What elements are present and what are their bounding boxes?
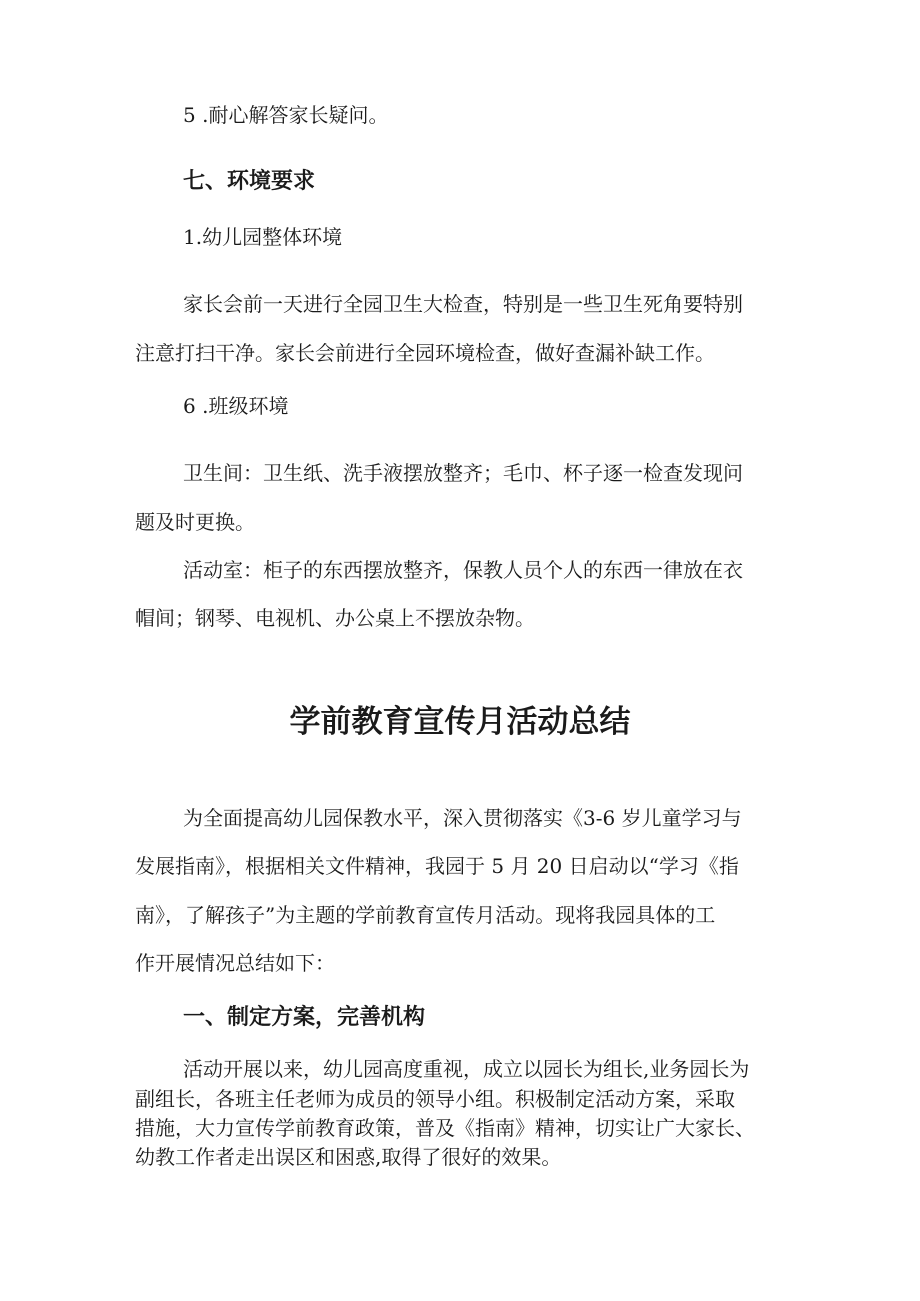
intro-line: 为全面提高幼儿园保教水平，深入贯彻落实《3-6 岁儿童学习与: [183, 806, 742, 830]
section-heading-7: 七、环境要求: [183, 169, 316, 194]
intro-line: 作开展情况总结如下：: [135, 951, 335, 975]
paragraph-line: 题及时更换。: [135, 510, 255, 534]
paragraph-line: 卫生间：卫生纸、洗手液摆放整齐；毛巾、杯子逐一检查发现问: [183, 461, 743, 485]
document-title: 学前教育宣传月活动总结: [289, 704, 631, 740]
paragraph-line: 活动室：柜子的东西摆放整齐，保教人员个人的东西一律放在衣: [183, 558, 743, 582]
section1-line: 幼教工作者走出误区和困惑,取得了很好的效果。: [135, 1145, 562, 1169]
list-item-5: 5 .耐心解答家长疑问。: [183, 103, 389, 127]
paragraph-line: 家长会前一天进行全园卫生大检查，特别是一些卫生死角要特别: [183, 292, 743, 316]
subheading-6: 6 .班级环境: [183, 394, 289, 418]
paragraph-line: 帽间；钢琴、电视机、办公桌上不摆放杂物。: [135, 606, 535, 630]
section1-line: 措施，大力宣传学前教育政策，普及《指南》精神，切实让广大家长、: [135, 1116, 755, 1140]
section1-line: 副组长，各班主任老师为成员的领导小组。积极制定活动方案，采取: [135, 1087, 735, 1111]
section1-line: 活动开展以来，幼儿园高度重视，成立以园长为组长,业务园长为: [183, 1057, 750, 1081]
intro-line: 发展指南》，根据相关文件精神，我园于 5 月 20 日启动以“学习《指: [135, 854, 739, 878]
section-heading-1: 一、制定方案，完善机构: [183, 1005, 426, 1030]
paragraph-line: 注意打扫干净。家长会前进行全园环境检查，做好查漏补缺工作。: [135, 341, 715, 365]
subheading-1: 1.幼儿园整体环境: [183, 225, 343, 249]
intro-line: 南》，了解孩子”为主题的学前教育宣传月活动。现将我园具体的工: [135, 903, 716, 927]
